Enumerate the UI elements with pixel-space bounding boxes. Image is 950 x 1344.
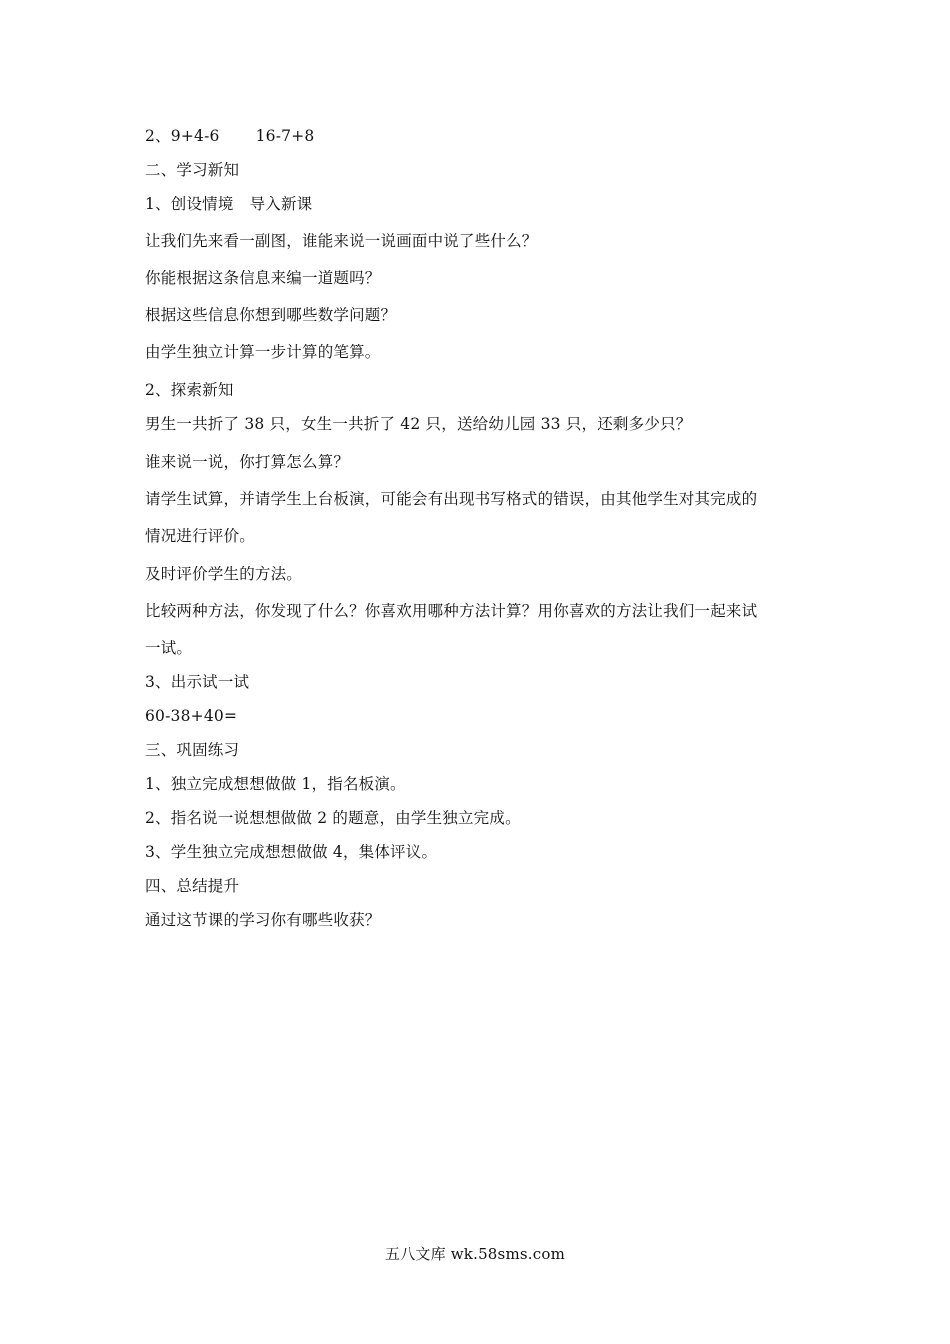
subheading-scenario-a: 1、创设情境 [145, 195, 234, 213]
subheading-scenario-b: 导入新课 [249, 195, 313, 213]
paragraph: 请学生试算，并请学生上台板演，可能会有出现书写格式的错误，由其他学生对其完成的 [145, 490, 758, 508]
paragraph: 由学生独立计算一步计算的笔算。 [145, 343, 381, 361]
paragraph: 通过这节课的学习你有哪些收获？ [145, 911, 381, 929]
practice-item: 2、指名说一说想想做做 2 的题意，由学生独立完成。 [145, 809, 521, 827]
section-heading-summary: 四、总结提升 [145, 877, 240, 895]
practice-item: 3、学生独立完成想想做做 4，集体评议。 [145, 843, 438, 861]
section-heading-new-knowledge: 二、学习新知 [145, 161, 240, 179]
exercise-a: 2、9+4-6 [145, 127, 220, 145]
paragraph: 一试。 [145, 639, 193, 657]
subheading-scenario [145, 194, 805, 214]
exercise-b: 16-7+8 [255, 127, 315, 145]
footer-watermark: 五八文库 wk.58sms.com [385, 1245, 565, 1263]
practice-item: 1、独立完成想想做做 1，指名板演。 [145, 775, 406, 793]
paragraph: 比较两种方法，你发现了什么？你喜欢用哪种方法计算？用你喜欢的方法让我们一起来试 [145, 602, 758, 620]
paragraph: 及时评价学生的方法。 [145, 565, 303, 583]
paragraph: 根据这些信息你想到哪些数学问题？ [145, 306, 397, 324]
paragraph: 谁来说一说，你打算怎么算？ [145, 453, 350, 471]
exercise-line [145, 126, 805, 146]
subheading-try: 3、出示试一试 [145, 673, 250, 691]
paragraph: 情况进行评价。 [145, 527, 255, 545]
section-heading-practice: 三、巩固练习 [145, 741, 240, 759]
paragraph: 让我们先来看一副图，谁能来说一说画面中说了些什么？ [145, 232, 538, 250]
paragraph: 你能根据这条信息来编一道题吗？ [145, 269, 381, 287]
subheading-explore: 2、探索新知 [145, 381, 234, 399]
paragraph: 男生一共折了 38 只，女生一共折了 42 只，送给幼儿园 33 只，还剩多少只？ [145, 415, 692, 433]
equation: 60-38+40= [145, 707, 238, 725]
